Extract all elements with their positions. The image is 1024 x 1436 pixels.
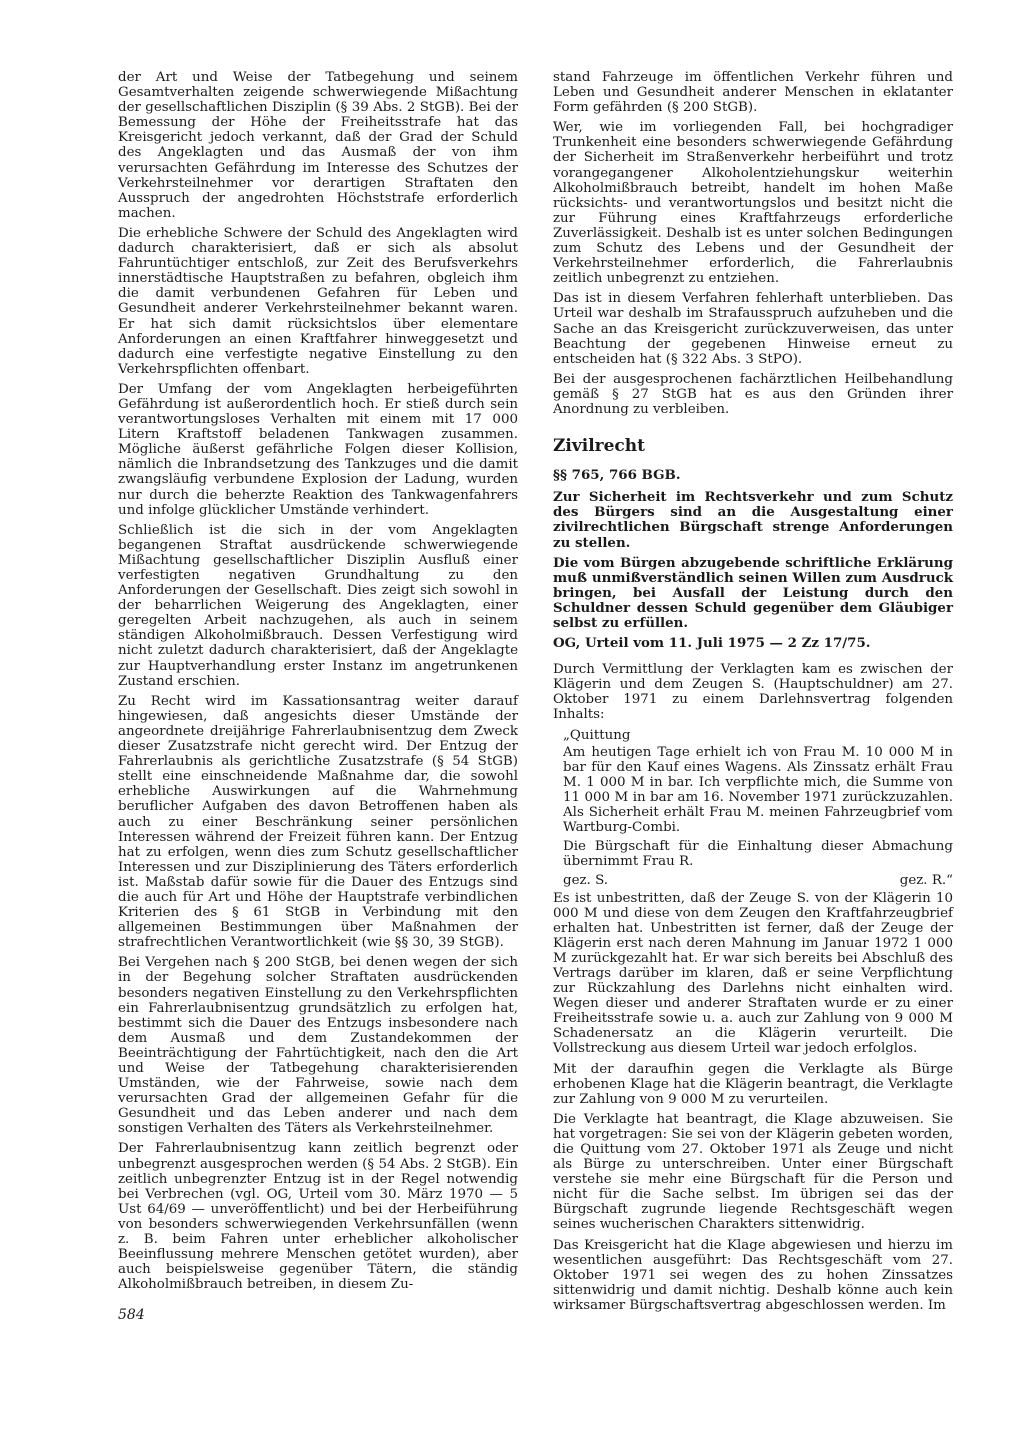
paragraph: Das Kreisgericht hat die Klage abgewiesen und hierzu im wesentlichen ausgeführt: Das Rechtsgeschäft vom 27. Oktober 1971 sei wegen des zu hohen Zinssatzes sittenwidrig und damit nichtig. Deshalb könne auch kein wirksamer Bürgschaftsvertrag abgeschlossen werden. Im (553, 1237, 953, 1313)
law-reference: §§ 765, 766 BGB. (553, 467, 681, 484)
left-column (118, 70, 518, 1297)
paragraph: Schließlich ist die sich in der vom Angeklagten begangenen Straftat ausdrückende schwerwiegende Mißachtung gesellschaftlicher Disziplin Ausfluß einer verfestigten negativen Grundhaltung zu den Anforderungen der Gesellschaft. Dies zeigt sich sowohl in der beharrlichen Weigerung des Angeklagten, einer geregelten Arbeit nachzugehen, als auch in seinem ständigen Alkoholmißbrauch. Dessen Verfestigung wird nicht zuletzt dadurch charakterisiert, daß der Angeklagte zur Hauptverhandlung erster Instanz im angetrunkenen Zustand erschien. (118, 522, 518, 689)
paragraph: stand Fahrzeuge im öffentlichen Verkehr führen und Leben und Gesundheit anderer Menschen in eklatanter Form gefährden (§ 200 StGB). (553, 70, 953, 116)
page-number: 584 (118, 1307, 145, 1323)
signatures (563, 873, 953, 888)
paragraph: Der Fahrerlaubnisentzug kann zeitlich begrenzt oder unbegrenzt ausgesprochen werden (§ 54 Abs. 2 StGB). Ein zeitlich unbegrenzter Entzug ist in der Regel notwendig bei Verbrechen (vgl. OG, Urteil vom 30. März 1970 — 5 Ust 64/69 — unveröffentlicht) und bei der Herbeiführung von besonders schwerwiegenden Verkehrsunfällen (wenn z. B. beim Fahren unter erheblicher alkoholischer Beeinflussung mehrere Menschen getötet wurden), aber auch beispielsweise gegenüber Tätern, die ständig Alkoholmißbrauch betreiben, in diesem Zu- (118, 1141, 518, 1293)
case-citation: OG, Urteil vom 11. Juli 1975 — 2 Zz 17/75. (553, 635, 871, 652)
paragraph: Es ist unbestritten, daß der Zeuge S. von der Klägerin 10 000 M und diese von dem Zeugen den Kraftfahrzeugbrief erhalten hat. Unbestritten ist ferner, daß der Zeuge der Klägerin erst nach deren Mahnung im Januar 1972 1 000 M zurückgezahlt hat. Er war sich bereits bei Abschluß des Vertrags darüber im klaren, daß er seine Verpflichtung zur Rückzahlung des Darlehns nicht einhalten wird. Wegen dieser und anderer Straftaten wurde er zu einer Freiheitsstrafe sowie u. a. auch zur Zahlung von 9 000 M Schadenersatz an die Klägerin verurteilt. Die Vollstreckung aus diesem Urteil war jedoch erfolglos. (553, 890, 953, 1057)
headnote: Die vom Bürgen abzugebende schriftliche Erklärung muß unmißverständlich seinen Willen zum Ausdruck bringen, bei Ausfall der Leistung durch den Schuldner dessen Schuld gegenüber dem Gläubiger selbst zu erfüllen. (553, 554, 953, 631)
paragraph: Bei Vergehen nach § 200 StGB, bei denen wegen der sich in der Begehung solcher Straftaten ausdrückenden besonders negativen Einstellung zu den Verkehrspflichten ein Fahrerlaubnisentzug grundsätzlich zu erfolgen hat, bestimmt sich die Dauer des Entzugs insbesondere nach dem Ausmaß und dem Zustandekommen der Beeinträchtigung der Fahrtüchtigkeit, nach den die Art und Weise der Tatbegehung charakterisierenden Umständen, wie der Fahrweise, sowie nach dem verursachten Grad der allgemeinen Gefahr für die Gesundheit und das Leben anderer und nach dem sonstigen Verhalten des Täters als Verkehrsteilnehmer. (118, 955, 518, 1137)
paragraph: Durch Vermittlung der Verklagten kam es zwischen der Klägerin und dem Zeugen S. (Hauptschuldner) am 27. Oktober 1971 zu einem Darlehnsvertrag folgenden Inhalts: (553, 662, 953, 723)
paragraph: Bei der ausgesprochenen fachärztlichen Heilbehandlung gemäß § 27 StGB hat es aus den Gründen ihrer Anordnung zu verbleiben. (553, 371, 953, 417)
section-title: Zivilrecht (553, 436, 645, 457)
signature-left: gez. S. (563, 873, 609, 889)
paragraph: Mit der daraufhin gegen die Verklagte als Bürge erhobenen Klage hat die Klägerin beantragt, die Verklagte zur Zahlung von 9 000 M zu verurteilen. (553, 1061, 953, 1107)
quote-paragraph: Am heutigen Tage erhielt ich von Frau M. 10 000 M in bar für den Kauf eines Wagens. Als Zinssatz erhält Frau M. 1 000 M in bar. Ich verpflichte mich, die Summe von 11 000 M in bar am 16. November 1971 zurückzuzahlen. Als Sicherheit erhält Frau M. meinen Fahrzeugbrief vom Wartburg-Combi. (563, 744, 953, 836)
quote-paragraph: Die Bürgschaft für die Einhaltung dieser Abmachung übernimmt Frau R. (563, 839, 953, 870)
paragraph: der Art und Weise der Tatbegehung und seinem Gesamtverhalten zeigende schwerwiegende Mißachtung der gesellschaftlichen Disziplin (§ 39 Abs. 2 StGB). Bei der Bemessung der Höhe der Freiheitsstrafe hat das Kreisgericht jedoch verkannt, daß der Grad der Schuld des Angeklagten und das Ausmaß der von ihm verursachten Gefährdung im Interesse des Schutzes der Verkehrsteilnehmer vor derartigen Straftaten den Ausspruch der angedrohten Höchststrafe erforderlich machen. (118, 70, 518, 221)
paragraph: Wer, wie im vorliegenden Fall, bei hochgradiger Trunkenheit eine besonders schwerwiegende Gefährdung der Sicherheit im Straßenverkehr herbeiführt und trotz vorangegangener Alkoholentziehungskur weiterhin Alkoholmißbrauch betreibt, handelt im hohen Maße rücksichts- und verantwortungslos und besitzt nicht die zur Führung eines Kraftfahrzeugs erforderliche Zuverlässigkeit. Deshalb ist es unter solchen Bedingungen zum Schutz des Lebens und der Gesundheit der Verkehrsteilnehmer erforderlich, die Fahrerlaubnis zeitlich unbegrenzt zu entziehen. (553, 120, 953, 287)
paragraph: Der Umfang der vom Angeklagten herbeigeführten Gefährdung ist außerordentlich hoch. Er stieß durch sein verantwortungsloses Verhalten mit einem mit 17 000 Litern Kraftstoff beladenen Tankwagen zusammen. Mögliche äußerst gefährliche Folgen dieser Kollision, nämlich die Inbrandsetzung des Tankzuges und die damit zwangsläufig verbundene Explosion der Ladung, wurden nur durch die beherzte Reaktion des Tankwagenfahrers und infolge glücklicher Umstände verhindert. (118, 381, 518, 518)
paragraph: Die Verklagte hat beantragt, die Klage abzuweisen. Sie hat vorgetragen: Sie sei von der Klägerin gebeten worden, die Quittung vom 27. Oktober 1971 als Zeuge und nicht als Bürge zu unterschreiben. Unter einer Bürgschaft verstehe sie mehr eine Bürgschaft für die Person und nicht für die Sache selbst. Im übrigen sei das der Bürgschaft zugrunde liegende Rechtsgeschäft wegen seines wucherischen Charakters sittenwidrig. (553, 1111, 953, 1233)
paragraph: Die erhebliche Schwere der Schuld des Angeklagten wird dadurch charakterisiert, daß er sich als absolut Fahruntüchtiger entschloß, zur Zeit des Berufsverkehrs innerstädtische Hauptstraßen zu befahren, obgleich ihm die damit verbundenen Gefahren für Leben und Gesundheit anderer Verkehrsteilnehmer bekannt waren. Er hat sich damit rücksichtslos über elementare Anforderungen an einen Kraftfahrer hinweggesetzt und dadurch eine verfestigte negative Einstellung zu den Verkehrspflichten offenbart. (118, 225, 518, 377)
headnote: Zur Sicherheit im Rechtsverkehr und zum Schutz des Bürgers sind an die Ausgestaltung einer zivilrechtlichen Bürgschaft strenge Anforderungen zu stellen. (553, 489, 953, 551)
receipt-quote (563, 728, 953, 889)
paragraph: Zu Recht wird im Kassationsantrag weiter darauf hingewiesen, daß angesichts dieser Umstände der angeordnete dreijährige Fahrerlaubnisentzug dem Zweck dieser Zusatzstrafe nicht gerecht wird. Der Entzug der Fahrerlaubnis als gerichtliche Zusatzstrafe (§ 54 StGB) stellt eine einschneidende Maßnahme dar, die sowohl erhebliche Auswirkungen auf die Wahrnehmung beruflicher Aufgaben des davon Betroffenen haben als auch zu einer Beschränkung seiner persönlichen Interessen während der Freizeit führen kann. Der Entzug hat zu erfolgen, wenn dies zum Schutz gesellschaftlicher Interessen und zur Disziplinierung des Täters erforderlich ist. Maßstab dafür sowie für die Dauer des Entzugs sind die auch für Art und Höhe der Hauptstrafe verbindlichen Kriterien des § 61 StGB in Verbindung mit den allgemeinen Bestimmungen über Maßnahmen der strafrechtlichen Verantwortlichkeit (wie §§ 30, 39 StGB). (118, 693, 518, 951)
right-column (553, 70, 953, 1318)
quote-title: „Quittung (563, 727, 631, 743)
paragraph: Das ist in diesem Verfahren fehlerhaft unterblieben. Das Urteil war deshalb im Strafausspruch aufzuheben und die Sache an das Kreisgericht zurückzuverweisen, das unter Beachtung der gegebenen Hinweise erneut zu entscheiden hat (§ 322 Abs. 3 StPO). (553, 291, 953, 367)
signature-right: gez. R.“ (899, 873, 953, 889)
